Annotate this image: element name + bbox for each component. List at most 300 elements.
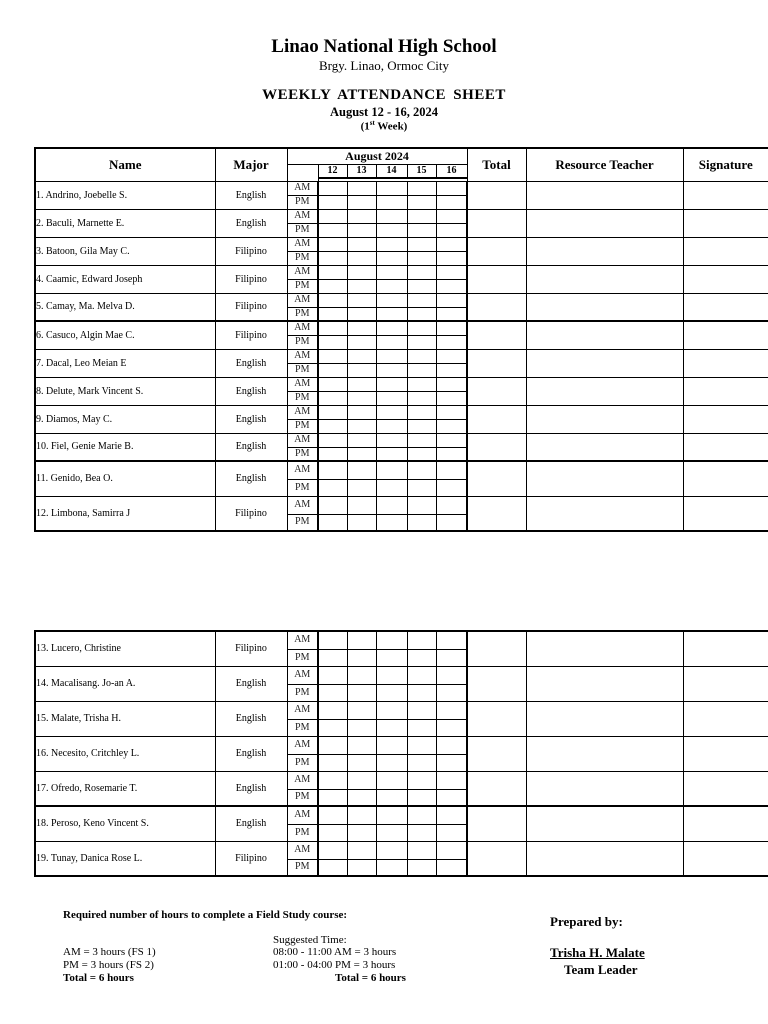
- student-major: English: [215, 209, 287, 237]
- slot-am-label: AM: [287, 405, 318, 419]
- student-name: 8. Delute, Mark Vincent S.: [35, 377, 215, 405]
- slot-pm-label: PM: [287, 479, 318, 496]
- attendance-cell-pm[interactable]: [347, 419, 376, 433]
- attendance-cell-am[interactable]: [376, 433, 407, 447]
- attendance-cell-pm[interactable]: [436, 684, 467, 701]
- attendance-cell-am[interactable]: [347, 666, 376, 684]
- student-name: 7. Dacal, Leo Meian E: [35, 349, 215, 377]
- attendance-cell-am[interactable]: [436, 181, 467, 195]
- attendance-cell-pm[interactable]: [347, 859, 376, 876]
- slot-pm-label: PM: [287, 789, 318, 806]
- signature-cell[interactable]: [683, 771, 768, 806]
- attendance-cell-pm[interactable]: [318, 789, 347, 806]
- total-cell[interactable]: [467, 461, 526, 496]
- attendance-cell-am[interactable]: [347, 701, 376, 719]
- total-cell[interactable]: [467, 771, 526, 806]
- attendance-cell-am[interactable]: [407, 293, 436, 307]
- student-major: English: [215, 181, 287, 209]
- attendance-cell-am[interactable]: [407, 321, 436, 335]
- attendance-cell-pm[interactable]: [407, 307, 436, 321]
- attendance-cell-am[interactable]: [407, 405, 436, 419]
- resource-teacher-cell[interactable]: [526, 377, 683, 405]
- attendance-cell-pm[interactable]: [318, 419, 347, 433]
- slot-am-label: AM: [287, 349, 318, 363]
- attendance-cell-pm[interactable]: [376, 649, 407, 666]
- student-name: 11. Genido, Bea O.: [35, 461, 215, 496]
- signature-cell[interactable]: [683, 181, 768, 209]
- slot-pm-label: PM: [287, 307, 318, 321]
- attendance-cell-am[interactable]: [407, 349, 436, 363]
- attendance-cell-am[interactable]: [407, 841, 436, 859]
- student-major: English: [215, 701, 287, 736]
- attendance-cell-pm[interactable]: [407, 684, 436, 701]
- attendance-cell-pm[interactable]: [347, 719, 376, 736]
- attendance-cell-am[interactable]: [318, 405, 347, 419]
- resource-teacher-cell[interactable]: [526, 321, 683, 349]
- column-header-month: August 2024: [287, 148, 467, 164]
- attendance-cell-am[interactable]: [318, 771, 347, 789]
- attendance-cell-pm[interactable]: [318, 684, 347, 701]
- student-major: Filipino: [215, 841, 287, 876]
- attendance-cell-pm[interactable]: [347, 251, 376, 265]
- attendance-cell-am[interactable]: [376, 321, 407, 335]
- student-row-am: [35, 321, 768, 335]
- total-cell[interactable]: [467, 405, 526, 433]
- attendance-cell-am[interactable]: [407, 806, 436, 824]
- attendance-cell-pm[interactable]: [318, 335, 347, 349]
- attendance-cell-am[interactable]: [318, 701, 347, 719]
- resource-teacher-cell[interactable]: [526, 181, 683, 209]
- attendance-cell-am[interactable]: [318, 209, 347, 223]
- total-cell[interactable]: [467, 349, 526, 377]
- signature-cell[interactable]: [683, 405, 768, 433]
- signature-cell[interactable]: [683, 701, 768, 736]
- resource-teacher-cell[interactable]: [526, 433, 683, 461]
- attendance-cell-pm[interactable]: [436, 251, 467, 265]
- attendance-cell-am[interactable]: [407, 377, 436, 391]
- attendance-cell-am[interactable]: [376, 237, 407, 251]
- attendance-cell-am[interactable]: [347, 841, 376, 859]
- total-cell[interactable]: [467, 806, 526, 841]
- attendance-cell-pm[interactable]: [318, 223, 347, 237]
- school-address: Brgy. Linao, Ormoc City: [319, 58, 449, 73]
- attendance-cell-pm[interactable]: [347, 514, 376, 531]
- attendance-cell-am[interactable]: [376, 349, 407, 363]
- attendance-cell-pm[interactable]: [318, 279, 347, 293]
- attendance-cell-pm[interactable]: [407, 335, 436, 349]
- attendance-cell-am[interactable]: [347, 405, 376, 419]
- attendance-cell-am[interactable]: [376, 293, 407, 307]
- attendance-cell-pm[interactable]: [407, 719, 436, 736]
- attendance-cell-pm[interactable]: [407, 195, 436, 209]
- slot-am-label: AM: [287, 265, 318, 279]
- attendance-cell-pm[interactable]: [376, 719, 407, 736]
- total-cell[interactable]: [467, 631, 526, 666]
- attendance-cell-pm[interactable]: [376, 859, 407, 876]
- attendance-cell-pm[interactable]: [347, 789, 376, 806]
- attendance-cell-am[interactable]: [376, 405, 407, 419]
- attendance-cell-pm[interactable]: [407, 419, 436, 433]
- attendance-cell-pm[interactable]: [376, 223, 407, 237]
- attendance-cell-am[interactable]: [347, 496, 376, 514]
- attendance-cell-pm[interactable]: [376, 195, 407, 209]
- attendance-cell-am[interactable]: [436, 666, 467, 684]
- signature-cell[interactable]: [683, 293, 768, 321]
- attendance-cell-pm[interactable]: [376, 824, 407, 841]
- attendance-cell-pm[interactable]: [436, 719, 467, 736]
- attendance-cell-pm[interactable]: [407, 251, 436, 265]
- attendance-cell-pm[interactable]: [318, 251, 347, 265]
- attendance-cell-pm[interactable]: [436, 789, 467, 806]
- attendance-cell-am[interactable]: [407, 181, 436, 195]
- signature-cell[interactable]: [683, 237, 768, 265]
- attendance-cell-pm[interactable]: [376, 251, 407, 265]
- attendance-cell-pm[interactable]: [347, 447, 376, 461]
- attendance-cell-pm[interactable]: [318, 479, 347, 496]
- attendance-cell-pm[interactable]: [436, 335, 467, 349]
- resource-teacher-cell[interactable]: [526, 736, 683, 771]
- attendance-cell-pm[interactable]: [347, 195, 376, 209]
- resource-teacher-cell[interactable]: [526, 209, 683, 237]
- resource-teacher-cell[interactable]: [526, 841, 683, 876]
- attendance-cell-am[interactable]: [436, 237, 467, 251]
- attendance-cell-am[interactable]: [347, 377, 376, 391]
- attendance-cell-pm[interactable]: [376, 363, 407, 377]
- attendance-cell-am[interactable]: [376, 631, 407, 649]
- attendance-cell-am[interactable]: [436, 349, 467, 363]
- attendance-cell-pm[interactable]: [436, 754, 467, 771]
- attendance-cell-pm[interactable]: [376, 279, 407, 293]
- total-cell[interactable]: [467, 293, 526, 321]
- attendance-cell-am[interactable]: [318, 377, 347, 391]
- attendance-cell-pm[interactable]: [376, 514, 407, 531]
- attendance-cell-pm[interactable]: [376, 754, 407, 771]
- total-cell[interactable]: [467, 666, 526, 701]
- attendance-cell-pm[interactable]: [347, 824, 376, 841]
- attendance-cell-am[interactable]: [318, 433, 347, 447]
- attendance-cell-am[interactable]: [347, 433, 376, 447]
- attendance-cell-am[interactable]: [436, 496, 467, 514]
- attendance-cell-pm[interactable]: [318, 514, 347, 531]
- attendance-cell-am[interactable]: [376, 841, 407, 859]
- total-cell[interactable]: [467, 209, 526, 237]
- resource-teacher-cell[interactable]: [526, 293, 683, 321]
- total-cell[interactable]: [467, 841, 526, 876]
- attendance-cell-am[interactable]: [436, 631, 467, 649]
- attendance-cell-pm[interactable]: [347, 684, 376, 701]
- attendance-cell-pm[interactable]: [318, 859, 347, 876]
- attendance-cell-am[interactable]: [347, 349, 376, 363]
- slot-am-label: AM: [287, 209, 318, 223]
- attendance-cell-pm[interactable]: [347, 391, 376, 405]
- attendance-cell-am[interactable]: [436, 377, 467, 391]
- slot-am-label: AM: [287, 377, 318, 391]
- attendance-rows-page-1: [35, 181, 768, 531]
- signature-cell[interactable]: [683, 433, 768, 461]
- total-cell[interactable]: [467, 265, 526, 293]
- attendance-cell-am[interactable]: [347, 237, 376, 251]
- team-leader-name: Trisha H. Malate: [550, 945, 645, 960]
- attendance-cell-am[interactable]: [436, 841, 467, 859]
- attendance-cell-am[interactable]: [318, 736, 347, 754]
- attendance-cell-pm[interactable]: [318, 307, 347, 321]
- attendance-cell-pm[interactable]: [407, 279, 436, 293]
- attendance-cell-am[interactable]: [436, 321, 467, 335]
- attendance-cell-am[interactable]: [436, 405, 467, 419]
- attendance-cell-am[interactable]: [318, 806, 347, 824]
- slot-pm-label: PM: [287, 649, 318, 666]
- attendance-cell-am[interactable]: [376, 377, 407, 391]
- attendance-cell-am[interactable]: [436, 461, 467, 479]
- resource-teacher-cell[interactable]: [526, 461, 683, 496]
- student-major: English: [215, 666, 287, 701]
- attendance-cell-pm[interactable]: [376, 684, 407, 701]
- resource-teacher-cell[interactable]: [526, 496, 683, 531]
- attendance-cell-am[interactable]: [436, 771, 467, 789]
- attendance-cell-pm[interactable]: [436, 279, 467, 293]
- total-cell[interactable]: [467, 181, 526, 209]
- total-cell[interactable]: [467, 736, 526, 771]
- signature-cell[interactable]: [683, 265, 768, 293]
- attendance-cell-pm[interactable]: [347, 479, 376, 496]
- signature-cell[interactable]: [683, 666, 768, 701]
- attendance-cell-pm[interactable]: [407, 363, 436, 377]
- student-row-am: [35, 433, 768, 447]
- attendance-cell-am[interactable]: [376, 666, 407, 684]
- attendance-cell-am[interactable]: [376, 806, 407, 824]
- attendance-cell-pm[interactable]: [347, 307, 376, 321]
- attendance-cell-pm[interactable]: [436, 447, 467, 461]
- attendance-cell-pm[interactable]: [407, 479, 436, 496]
- attendance-cell-pm[interactable]: [436, 195, 467, 209]
- attendance-cell-am[interactable]: [347, 771, 376, 789]
- attendance-cell-pm[interactable]: [436, 859, 467, 876]
- attendance-cell-am[interactable]: [436, 293, 467, 307]
- student-name: 15. Malate, Trisha H.: [35, 701, 215, 736]
- attendance-cell-pm[interactable]: [407, 859, 436, 876]
- resource-teacher-cell[interactable]: [526, 806, 683, 841]
- signature-cell[interactable]: [683, 349, 768, 377]
- day-header: 15: [407, 164, 436, 178]
- attendance-cell-pm[interactable]: [436, 419, 467, 433]
- student-row-am: [35, 293, 768, 307]
- school-name: Linao National High School: [271, 36, 497, 57]
- total-cell[interactable]: [467, 377, 526, 405]
- total-cell[interactable]: [467, 496, 526, 531]
- student-major: Filipino: [215, 321, 287, 349]
- attendance-cell-pm[interactable]: [318, 195, 347, 209]
- attendance-cell-pm[interactable]: [407, 649, 436, 666]
- signature-cell[interactable]: [683, 631, 768, 666]
- attendance-cell-am[interactable]: [318, 237, 347, 251]
- attendance-cell-am[interactable]: [347, 806, 376, 824]
- attendance-cell-pm[interactable]: [407, 447, 436, 461]
- signature-cell[interactable]: [683, 209, 768, 237]
- attendance-cell-pm[interactable]: [318, 649, 347, 666]
- attendance-cell-pm[interactable]: [436, 223, 467, 237]
- attendance-cell-am[interactable]: [347, 209, 376, 223]
- student-major: English: [215, 349, 287, 377]
- attendance-cell-pm[interactable]: [347, 279, 376, 293]
- student-row-am: [35, 265, 768, 279]
- attendance-cell-pm[interactable]: [407, 789, 436, 806]
- attendance-cell-am[interactable]: [436, 806, 467, 824]
- slot-pm-label: PM: [287, 684, 318, 701]
- attendance-cell-am[interactable]: [318, 461, 347, 479]
- attendance-cell-am[interactable]: [318, 181, 347, 195]
- slot-pm-label: PM: [287, 391, 318, 405]
- student-major: English: [215, 377, 287, 405]
- attendance-cell-pm[interactable]: [376, 307, 407, 321]
- attendance-cell-pm[interactable]: [376, 391, 407, 405]
- attendance-cell-am[interactable]: [436, 736, 467, 754]
- attendance-cell-pm[interactable]: [436, 307, 467, 321]
- attendance-cell-am[interactable]: [318, 496, 347, 514]
- attendance-cell-am[interactable]: [407, 209, 436, 223]
- attendance-cell-pm[interactable]: [376, 479, 407, 496]
- attendance-cell-am[interactable]: [318, 293, 347, 307]
- attendance-cell-am[interactable]: [376, 181, 407, 195]
- attendance-cell-am[interactable]: [407, 771, 436, 789]
- attendance-cell-pm[interactable]: [407, 223, 436, 237]
- attendance-cell-am[interactable]: [407, 666, 436, 684]
- attendance-cell-pm[interactable]: [376, 335, 407, 349]
- attendance-cell-am[interactable]: [407, 496, 436, 514]
- resource-teacher-cell[interactable]: [526, 771, 683, 806]
- attendance-cell-pm[interactable]: [318, 719, 347, 736]
- attendance-cell-am[interactable]: [436, 209, 467, 223]
- attendance-cell-pm[interactable]: [407, 824, 436, 841]
- slot-am-label: AM: [287, 237, 318, 251]
- attendance-cell-pm[interactable]: [407, 391, 436, 405]
- attendance-cell-am[interactable]: [376, 736, 407, 754]
- slot-am-label: AM: [287, 631, 318, 649]
- attendance-cell-pm[interactable]: [376, 789, 407, 806]
- attendance-cell-am[interactable]: [376, 701, 407, 719]
- attendance-cell-pm[interactable]: [407, 514, 436, 531]
- student-row-am: [35, 841, 768, 859]
- resource-teacher-cell[interactable]: [526, 701, 683, 736]
- attendance-cell-am[interactable]: [347, 265, 376, 279]
- attendance-cell-am[interactable]: [347, 631, 376, 649]
- attendance-cell-am[interactable]: [376, 209, 407, 223]
- attendance-cell-pm[interactable]: [436, 391, 467, 405]
- slot-pm-label: PM: [287, 363, 318, 377]
- attendance-cell-am[interactable]: [436, 433, 467, 447]
- attendance-cell-am[interactable]: [347, 461, 376, 479]
- attendance-cell-pm[interactable]: [407, 754, 436, 771]
- signature-cell[interactable]: [683, 736, 768, 771]
- attendance-cell-am[interactable]: [347, 181, 376, 195]
- signature-cell[interactable]: [683, 461, 768, 496]
- attendance-cell-am[interactable]: [407, 265, 436, 279]
- attendance-cell-pm[interactable]: [318, 754, 347, 771]
- attendance-cell-am[interactable]: [436, 265, 467, 279]
- attendance-cell-pm[interactable]: [436, 363, 467, 377]
- attendance-cell-pm[interactable]: [347, 223, 376, 237]
- attendance-cell-am[interactable]: [318, 321, 347, 335]
- attendance-cell-pm[interactable]: [436, 824, 467, 841]
- attendance-cell-pm[interactable]: [347, 649, 376, 666]
- attendance-cell-am[interactable]: [318, 349, 347, 363]
- attendance-table-page-2: [34, 630, 768, 877]
- attendance-cell-am[interactable]: [318, 666, 347, 684]
- attendance-cell-pm[interactable]: [318, 824, 347, 841]
- attendance-cell-pm[interactable]: [347, 335, 376, 349]
- student-name: 10. Fiel, Genie Marie B.: [35, 433, 215, 461]
- slot-am-label: AM: [287, 701, 318, 719]
- attendance-cell-pm[interactable]: [347, 363, 376, 377]
- attendance-cell-am[interactable]: [407, 461, 436, 479]
- attendance-cell-am[interactable]: [347, 293, 376, 307]
- attendance-cell-am[interactable]: [376, 771, 407, 789]
- attendance-cell-pm[interactable]: [318, 447, 347, 461]
- attendance-cell-am[interactable]: [436, 701, 467, 719]
- attendance-cell-am[interactable]: [318, 841, 347, 859]
- resource-teacher-cell[interactable]: [526, 666, 683, 701]
- total-cell[interactable]: [467, 321, 526, 349]
- signature-cell[interactable]: [683, 321, 768, 349]
- attendance-cell-am[interactable]: [407, 237, 436, 251]
- total-cell[interactable]: [467, 701, 526, 736]
- attendance-cell-am[interactable]: [376, 496, 407, 514]
- total-cell[interactable]: [467, 433, 526, 461]
- student-row-am: [35, 461, 768, 479]
- attendance-cell-pm[interactable]: [318, 363, 347, 377]
- signature-cell[interactable]: [683, 841, 768, 876]
- attendance-cell-pm[interactable]: [376, 419, 407, 433]
- student-name: 17. Ofredo, Rosemarie T.: [35, 771, 215, 806]
- signature-cell[interactable]: [683, 377, 768, 405]
- resource-teacher-cell[interactable]: [526, 265, 683, 293]
- resource-teacher-cell[interactable]: [526, 349, 683, 377]
- signature-cell[interactable]: [683, 496, 768, 531]
- attendance-cell-am[interactable]: [318, 631, 347, 649]
- attendance-cell-am[interactable]: [347, 321, 376, 335]
- day-header: 13: [347, 164, 376, 178]
- student-name: 13. Lucero, Christine: [35, 631, 215, 666]
- slot-am-label: AM: [287, 806, 318, 824]
- attendance-cell-am[interactable]: [407, 736, 436, 754]
- attendance-cell-am[interactable]: [407, 631, 436, 649]
- slot-am-label: AM: [287, 771, 318, 789]
- signature-cell[interactable]: [683, 806, 768, 841]
- attendance-cell-pm[interactable]: [376, 447, 407, 461]
- resource-teacher-cell[interactable]: [526, 405, 683, 433]
- attendance-cell-pm[interactable]: [347, 754, 376, 771]
- requirement-title: Required number of hours to complete a Field Study course:: [63, 909, 348, 921]
- attendance-cell-am[interactable]: [407, 433, 436, 447]
- attendance-cell-am[interactable]: [347, 736, 376, 754]
- slot-pm-label: PM: [287, 223, 318, 237]
- slot-am-label: AM: [287, 321, 318, 335]
- student-name: 4. Caamic, Edward Joseph: [35, 265, 215, 293]
- attendance-cell-pm[interactable]: [436, 514, 467, 531]
- total-cell[interactable]: [467, 237, 526, 265]
- attendance-cell-am[interactable]: [318, 265, 347, 279]
- attendance-cell-am[interactable]: [376, 461, 407, 479]
- attendance-cell-pm[interactable]: [436, 649, 467, 666]
- attendance-cell-pm[interactable]: [436, 479, 467, 496]
- resource-teacher-cell[interactable]: [526, 631, 683, 666]
- attendance-cell-pm[interactable]: [318, 391, 347, 405]
- slot-am-label: AM: [287, 181, 318, 195]
- column-header-name: Name: [35, 148, 215, 181]
- attendance-cell-am[interactable]: [407, 701, 436, 719]
- student-row-am: [35, 701, 768, 719]
- attendance-cell-am[interactable]: [376, 265, 407, 279]
- resource-teacher-cell[interactable]: [526, 237, 683, 265]
